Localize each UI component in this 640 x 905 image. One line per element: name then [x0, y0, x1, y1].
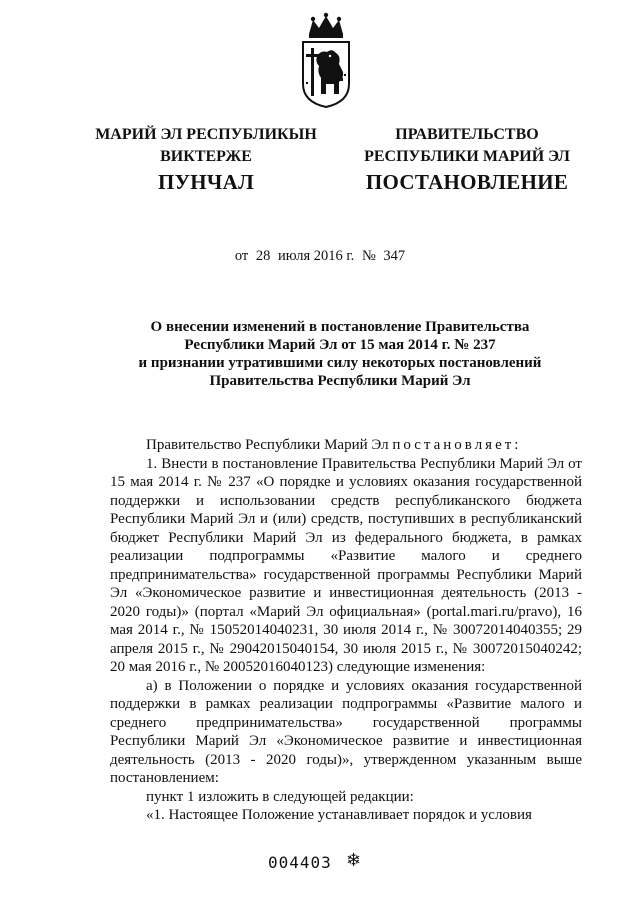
header-left-line-2: ВИКТЕРЖЕ — [160, 148, 252, 165]
document-body — [110, 436, 582, 825]
date-month-year: июля 2016 г. — [277, 248, 355, 264]
snowflake-mark-icon: ❄ — [346, 850, 362, 870]
serial-number: 004403 — [268, 853, 332, 872]
paragraph-1: 1. Внести в постановление Правительства Республики Марий Эл от 15 мая 2014 г. № 237 «О порядке и условиях оказания государственной поддержки и использовании средств республиканского бюджета Республики Марий Эл и (или) средств, поступивших в республиканский бюджет Республики Марий Эл из федерального бюджета, в рамках реализации подпрограммы «Развитие малого и среднего предпринимательства» государственной программы Республики Марий Эл «Экономическое развитие и инвестиционная деятельность (2013 - 2020 годы)» (портал «Марий Эл официальная» (portal.mari.ru/pravo), 16 мая 2014 г., № 15052014040231, 30 июля 2014 г., № 30072014040355; 29 апреля 2015 г., № 29042015040154, 30 июля 2015 г., № 30072015040242; 20 мая 2016 г., № 20052016040123) следующие изменения: — [110, 455, 582, 675]
coat-of-arms-icon — [299, 12, 353, 108]
intro-text: Правительство Республики Марий Эл — [146, 437, 389, 453]
header-right-block — [352, 124, 582, 168]
header-right-line-1: ПРАВИТЕЛЬСТВО — [395, 126, 539, 143]
title-line-2: Республики Марий Эл от 15 мая 2014 г. № 237 — [184, 337, 496, 353]
intro-paragraph — [110, 436, 582, 455]
header-left-line-1: МАРИЙ ЭЛ РЕСПУБЛИКЫН — [95, 126, 317, 143]
intro-spaced-verb: постановляет: — [392, 437, 522, 453]
title-line-3: и признании утратившими силу некоторых постановлений — [138, 355, 542, 371]
document-title — [100, 318, 580, 390]
paragraph-a: а) в Положении о порядке и условиях оказания государственной поддержки в рамках реализации подпрограммы «Развитие малого и среднего предпринимательства» государственной программы Республики Марий Эл «Экономическое развитие и инвестиционная деятельность (2013 - 2020 годы)», утвержденном указанным выше постановлением: — [110, 677, 582, 786]
document-number: 347 — [383, 248, 406, 264]
paragraph-quote: «1. Настоящее Положение устанавливает порядок и условия — [146, 807, 532, 823]
header-right-line-2: РЕСПУБЛИКИ МАРИЙ ЭЛ — [364, 148, 570, 165]
header-left-block — [95, 124, 317, 168]
doc-type-mari: ПУНЧАЛ — [157, 170, 255, 194]
title-line-4: Правительства Республики Марий Эл — [209, 373, 471, 389]
doc-type-russian: ПОСТАНОВЛЕНИЕ — [365, 170, 569, 194]
date-day: 28 — [255, 248, 271, 264]
number-sign: № — [361, 248, 376, 264]
date-line — [0, 248, 640, 265]
paragraph-point: пункт 1 изложить в следующей редакции: — [146, 788, 414, 805]
date-prefix: от — [234, 248, 249, 264]
title-line-1: О внесении изменений в постановление Правительства — [150, 319, 530, 335]
